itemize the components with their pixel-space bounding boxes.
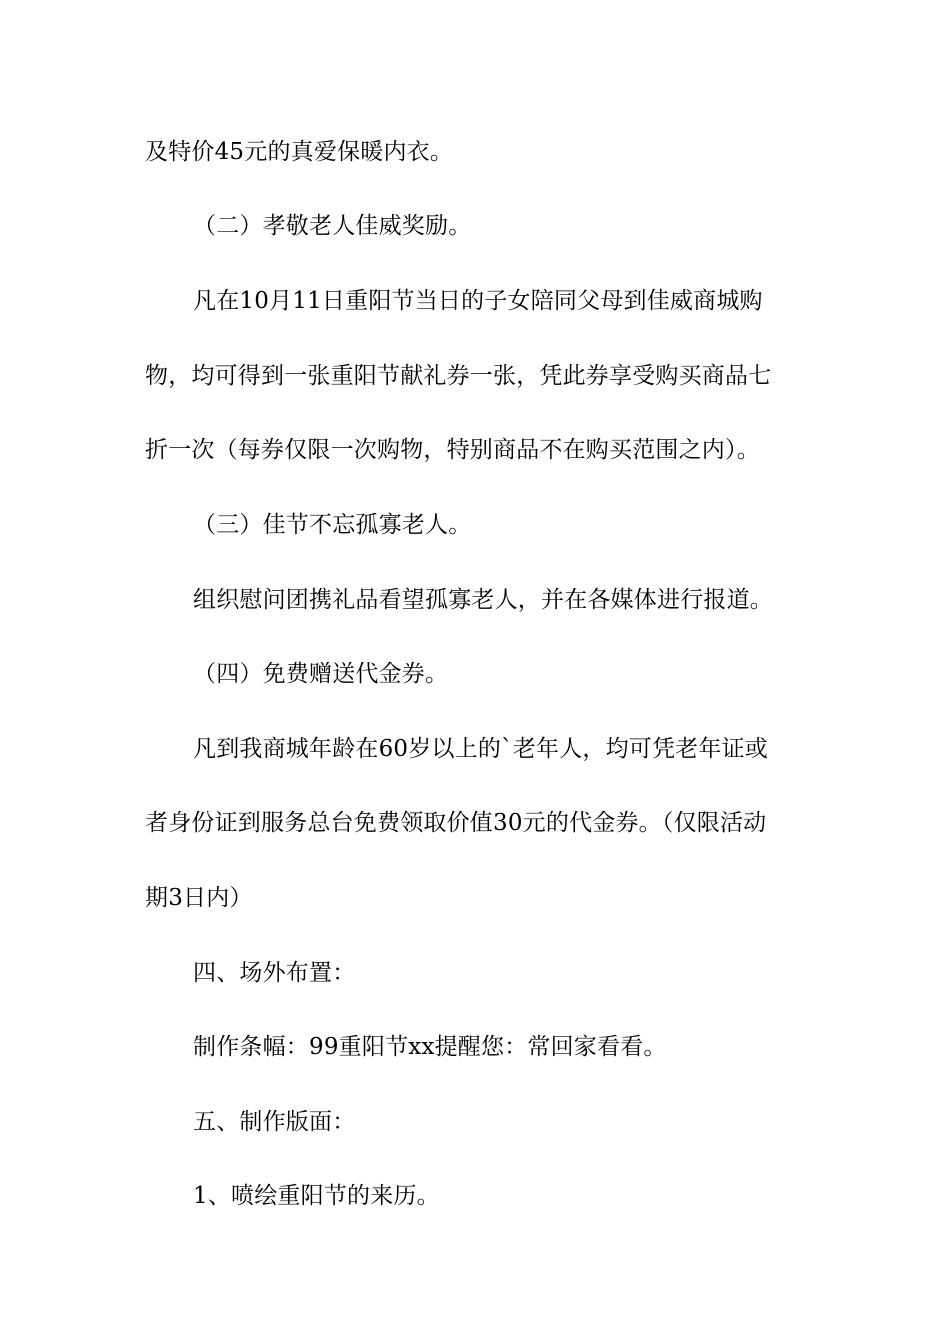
list-item: 1、喷绘重阳节的来历。 [193, 1183, 440, 1209]
text-line: 者身份证到服务总台免费领取价值30元的代金券。（仅限活动 [145, 810, 767, 836]
text-line: 凡到我商城年龄在60岁以上的`老年人，均可凭老年证或 [193, 736, 768, 762]
text-line: 物，均可得到一张重阳节献礼券一张，凭此券享受购买商品七 [145, 363, 772, 389]
section-heading: （四）免费赠送代金券。 [193, 661, 449, 687]
section-heading: （三）佳节不忘孤寡老人。 [193, 512, 472, 538]
text-line: 制作条幅：99重阳节xx提醒您：常回家看看。 [193, 1034, 667, 1060]
text-line: 凡在10月11日重阳节当日的子女陪同父母到佳威商城购 [193, 288, 763, 314]
section-heading: （二）孝敬老人佳威奖励。 [193, 213, 472, 239]
text-line: 组织慰问团携礼品看望孤寡老人，并在各媒体进行报道。 [193, 587, 773, 613]
text-line: 期3日内） [145, 885, 253, 911]
text-line: 折一次（每券仅限一次购物，特别商品不在购买范围之内）。 [145, 437, 760, 463]
text-line: 及特价45元的真爱保暖内衣。 [145, 139, 454, 165]
section-heading: 五、制作版面： [193, 1109, 356, 1135]
section-heading: 四、场外布置： [193, 960, 356, 986]
